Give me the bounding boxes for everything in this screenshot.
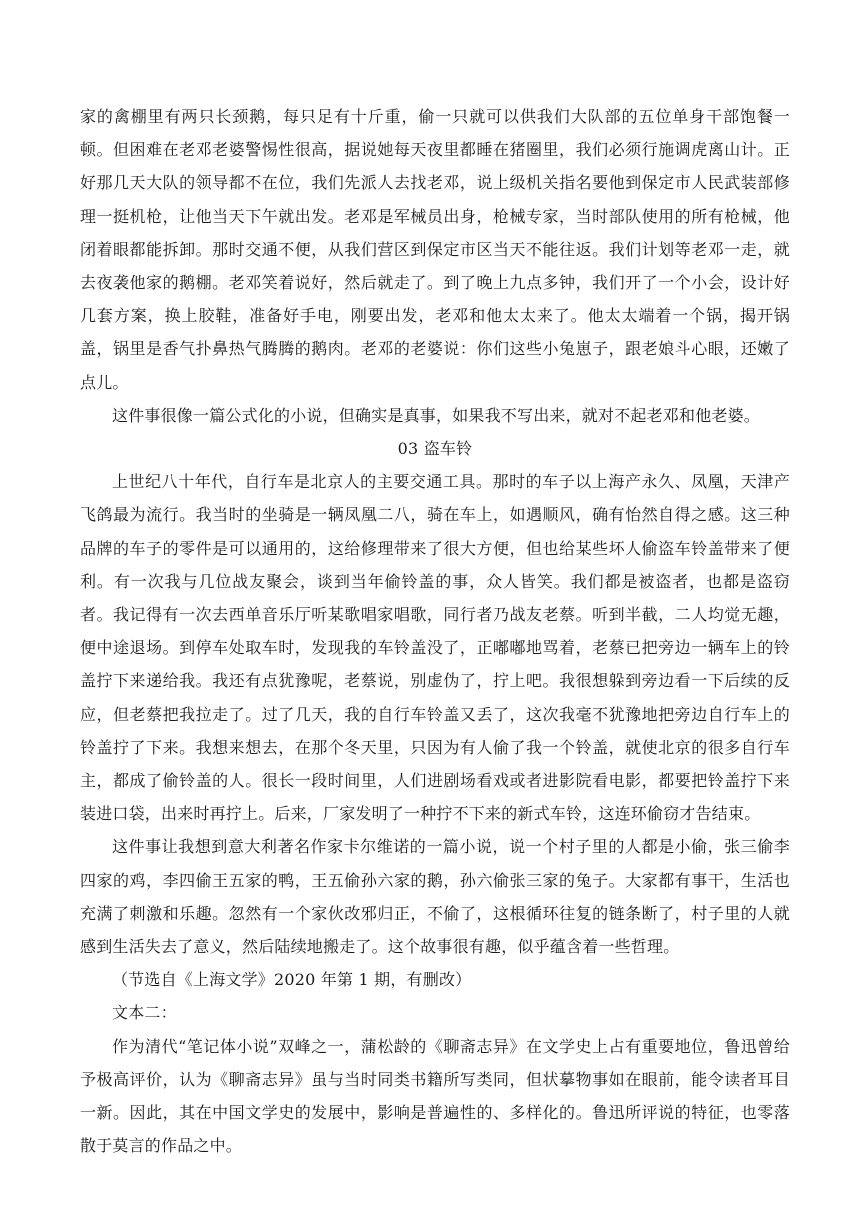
paragraph-goose-story: 家的禽棚里有两只长颈鹅，每只足有十斤重，偷一只就可以供我们大队部的五位单身干部饱餐一顿。但困难在老邓老婆警惕性很高，据说她每天夜里都睡在猪圈里，我们必须行施调虎离山计。正好那几天大队的领导都不在位，我们先派人去找老邓，说上级机关指名要他到保定市人民武装部修理一挺机枪，让他当天下午就出发。老邓是军械员出身，枪械专家，当时部队使用的所有枪械，他闭着眼都能拆卸。那时交通不便，从我们营区到保定市区当天不能往返。我们计划等老邓一走，就去夜袭他家的鹅棚。老邓笑着说好，然后就走了。到了晚上九点多钟，我们开了一个小会，设计好几套方案，换上胶鞋，准备好手电，刚要出发，老邓和他太太来了。他太太端着一个锅，揭开锅盖，锅里是香气扑鼻热气腾腾的鹅肉。老邓的老婆说：你们这些小兔崽子，跟老娘斗心眼，还嫩了点儿。	[80, 107, 790, 392]
document-page	[80, 100, 790, 1163]
paragraph-bell-story: 上世纪八十年代，自行车是北京人的主要交通工具。那时的车子以上海产永久、凤凰，天津产飞鸽最为流行。我当时的坐骑是一辆凤凰二八，骑在车上，如遇顺风，确有怡然自得之感。这三种品牌的车子的零件是可以通用的，这给修理带来了很大方便，但也给某些坏人偷盗车铃盖带来了便利。有一次我与几位战友聚会，谈到当年偷铃盖的事，众人皆笑。我们都是被盗者，也都是盗窃者。我记得有一次去西单音乐厅听某歌唱家唱歌，同行者乃战友老蔡。听到半截，二人均觉无趣，便中途退场。到停车处取车时，发现我的车铃盖没了，正嘟嘟地骂着，老蔡已把旁边一辆车上的铃盖拧下来递给我。我还有点犹豫呢，老蔡说，别虚伪了，拧上吧。我很想躲到旁边看一下后续的反应，但老蔡把我拉走了。过了几天，我的自行车铃盖又丢了，这次我毫不犹豫地把旁边自行车上的铃盖拧了下来。我想来想去，在那个冬天里，只因为有人偷了我一个铃盖，就使北京的很多自行车主，都成了偷铃盖的人。很长一段时间里，人们进剧场看戏或者进影院看电影，都要把铃盖拧下来装进口袋，出来时再拧上。后来，厂家发明了一种拧不下来的新式车铃，这连环偷窃才告结束。	[80, 472, 790, 824]
paragraph-calvino: 这件事让我想到意大利著名作家卡尔维诺的一篇小说，说一个村子里的人都是小偷，张三偷李四家的鸡，李四偷王五家的鸭，王五偷孙六家的鹅，孙六偷张三家的兔子。大家都有事干，生活也充满了刺激和乐趣。忽然有一个家伙改邪归正，不偷了，这根循环往复的链条断了，村子里的人就感到生活失去了意义，然后陆续地搬走了。这个故事很有趣，似乎蕴含着一些哲理。	[80, 837, 790, 957]
paragraph-goose-comment: 这件事很像一篇公式化的小说，但确实是真事，如果我不写出来，就对不起老邓和他老婆。	[112, 405, 761, 425]
section-heading-bell: 03 盗车铃	[397, 439, 473, 459]
source-note: （节选自《上海文学》2020 年第 1 期，有删改）	[112, 970, 472, 990]
text-two-label: 文本二：	[112, 1003, 177, 1023]
paragraph-liaozhai: 作为清代“笔记体小说”双峰之一，蒲松龄的《聊斋志异》在文学史上占有重要地位，鲁迅曾给予极高评价，认为《聊斋志异》虽与当时同类书籍所写类同，但状摹物事如在眼前，能令读者耳目一新。因此，其在中国文学史的发展中，影响是普遍性的、多样化的。鲁迅所评说的特征，也零落散于莫言的作品之中。	[80, 1036, 790, 1156]
